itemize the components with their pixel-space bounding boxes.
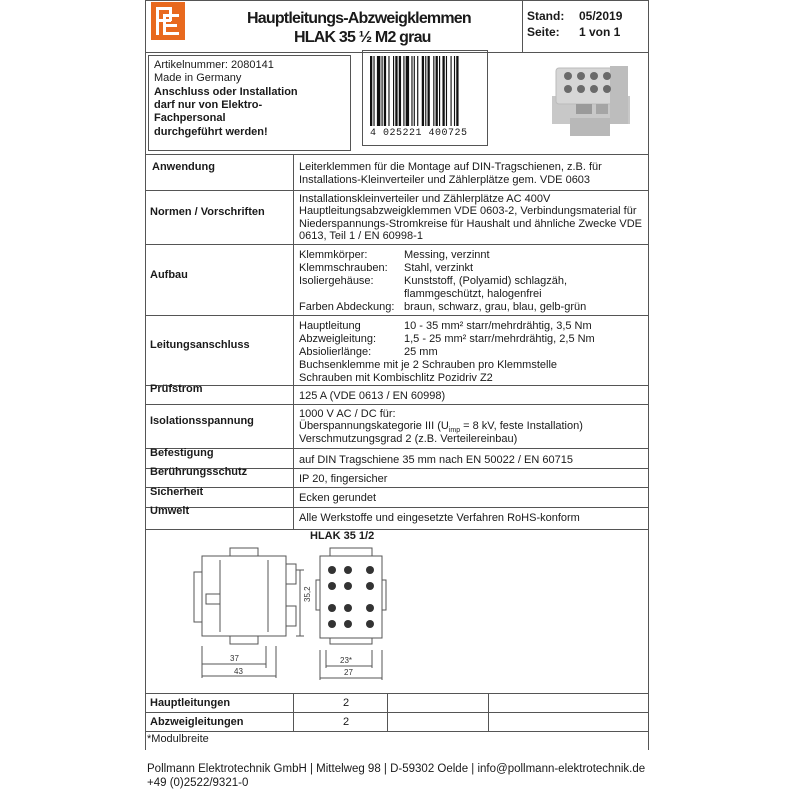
spec-label-befestigung: Befestigung (150, 447, 214, 459)
leitung-key: Absiolierlänge: (299, 346, 372, 358)
barcode-bar (433, 56, 434, 126)
made-in: Made in Germany (154, 72, 242, 84)
leitung-row (299, 333, 595, 346)
spec-value-befestigung: auf DIN Tragschiene 35 mm nach EN 50022 / EN 60715 (299, 454, 573, 466)
spec-value-pruefstrom: 125 A (VDE 0613 / EN 60998) (299, 390, 446, 402)
warning-line: durchgeführt werden! (154, 126, 268, 138)
aufbau-value: Kunststoff, (Polyamid) schlagzäh, (404, 275, 568, 287)
leitung-value: 1,5 - 25 mm² starr/mehrdrähtig, 2,5 Nm (404, 333, 595, 345)
stand-value: 05/2019 (579, 9, 623, 23)
footer-phone: +49 (0)2522/9321-0 (147, 777, 249, 789)
leitung-key: Abzweigleitung: (299, 333, 377, 345)
leitung-rows (299, 320, 595, 385)
aufbau-value: Stahl, verzinkt (404, 262, 474, 274)
dim-height-label: 35,2 (303, 586, 312, 602)
spec-value-line: Installations-Kleinverteiler und Zählerplätze gem. VDE 0603 (299, 174, 591, 186)
aufbau-key: Klemmschrauben: (299, 262, 388, 274)
seite-label: Seite: (527, 25, 560, 39)
aufbau-key: Isoliergehäuse: (299, 275, 374, 287)
leitung-row (299, 320, 595, 333)
barcode-bar (442, 56, 444, 126)
leitung-value: 25 mm (404, 346, 438, 358)
count-label-abzweigleitungen: Abzweigleitungen (150, 716, 244, 728)
spec-label-leitungsanschluss: Leitungsanschluss (150, 339, 250, 351)
warning-line: Fachpersonal (154, 112, 226, 124)
aufbau-value: flammgeschützt, halogenfrei (404, 288, 542, 300)
company-logo (151, 2, 185, 40)
barcode-bar (428, 56, 430, 126)
count-value-abzweigleitungen: 2 (343, 716, 350, 728)
count-value-hauptleitungen: 2 (343, 697, 350, 709)
spec-value-beruehrung: IP 20, fingersicher (299, 473, 388, 485)
aufbau-row (299, 275, 586, 288)
spec-label-umwelt: Umwelt (150, 505, 190, 517)
spec-value-line: Niederspannungs-Stromkreise für Haushalt und ähnliche Zwecke VDE (299, 218, 643, 230)
page-title-line1: Hauptleitungs-Abzweigklemmen (247, 10, 471, 27)
barcode-bar (456, 56, 458, 126)
barcode-bar (395, 56, 397, 126)
barcode-bar (425, 56, 426, 126)
aufbau-row (299, 288, 586, 301)
barcode-bar (377, 56, 380, 126)
page-title-line2: HLAK 35 ½ M2 grau (294, 29, 431, 46)
leitung-extra: Buchsenklemme mit je 2 Schrauben pro Klemmstelle (299, 359, 558, 371)
isolation-sub: imp (448, 427, 461, 435)
footer-address: Pollmann Elektrotechnik GmbH | Mittelweg 98 | D-59302 Oelde | info@pollmann-elektrotechnik.de (147, 763, 646, 775)
barcode-bar (384, 56, 386, 126)
barcode-bar (373, 56, 374, 126)
barcode-bar (436, 56, 438, 126)
barcode-bar (370, 56, 372, 126)
count-label-hauptleitungen: Hauptleitungen (150, 697, 231, 709)
spec-value-sicherheit: Ecken gerundet (299, 492, 377, 504)
stand-label: Stand: (527, 9, 565, 23)
aufbau-row (299, 262, 586, 275)
isolation-line: Verschmutzungsgrad 2 (z.B. Verteilereinbau) (299, 433, 518, 445)
barcode-bar (454, 56, 455, 126)
leitung-value: 10 - 35 mm² starr/mehrdrähtig, 3,5 Nm (404, 320, 592, 332)
dim-23-label: 23* (340, 656, 353, 665)
aufbau-key: Farben Abdeckung: (299, 301, 395, 313)
dim-37-label: 37 (230, 654, 239, 663)
spec-value-line: Leiterklemmen für die Montage auf DIN-Tragschienen, z.B. für (299, 161, 602, 173)
isolation-text: Überspannungskategorie III (U (299, 420, 449, 432)
warning-line: darf nur von Elektro- (154, 99, 263, 111)
barcode-bar (399, 56, 401, 126)
aufbau-row (299, 301, 586, 314)
spec-label-pruefstrom: Prüfstrom (150, 383, 203, 395)
barcode-bar (446, 56, 447, 126)
technical-drawing (180, 540, 400, 690)
spec-label-sicherheit: Sicherheit (150, 486, 204, 498)
barcode-bar (382, 56, 383, 126)
spec-label-beruehrung: Berührungsschutz (150, 466, 248, 478)
barcode-bar (414, 56, 415, 126)
barcode-bar (393, 56, 394, 126)
leitung-key: Hauptleitung (299, 320, 361, 332)
aufbau-value: braun, schwarz, grau, blau, gelb-grün (404, 301, 587, 313)
leitung-row (299, 346, 595, 359)
spec-label-anwendung: Anwendung (152, 161, 215, 173)
footnote: *Modulbreite (147, 733, 209, 745)
aufbau-row (299, 249, 586, 262)
spec-label-isolation: Isolationsspannung (150, 415, 254, 427)
aufbau-key: Klemmkörper: (299, 249, 368, 261)
spec-label-normen: Normen / Vorschriften (150, 206, 265, 218)
barcode-bar (406, 56, 409, 126)
drawing-title: HLAK 35 1/2 (310, 530, 375, 542)
spec-label-aufbau: Aufbau (150, 269, 188, 281)
spec-value-line: Installationskleinverteiler und Zählerplätze AC 400V (299, 193, 551, 205)
barcode (368, 56, 484, 128)
spec-value-line: Hauptleitungsabzweigklemmen VDE 0603-2, Verbindungsmaterial für (299, 205, 637, 217)
article-number: Artikelnummer: 2080141 (154, 59, 274, 71)
aufbau-value: Messing, verzinnt (404, 249, 490, 261)
barcode-bar (451, 56, 452, 126)
barcode-bar (422, 56, 424, 126)
spec-value-line: 0613, Teil 1 / EN 60998-1 (299, 230, 423, 242)
warning-line: Anschluss oder Installation (154, 86, 298, 98)
dim-27-label: 27 (344, 668, 353, 677)
isolation-text: = 8 kV, feste Installation) (460, 420, 583, 432)
aufbau-key (299, 288, 404, 301)
aufbau-rows (299, 249, 586, 314)
barcode-bar (411, 56, 412, 126)
product-image (548, 56, 634, 142)
spec-value-umwelt: Alle Werkstoffe und eingesetzte Verfahren RoHS-konform (299, 512, 580, 524)
isolation-line: 1000 V AC / DC für: (299, 408, 396, 420)
leitung-extra: Schrauben mit Kombischlitz Pozidriv Z2 (299, 372, 493, 384)
seite-value: 1 von 1 (579, 25, 621, 39)
dim-43-label: 43 (234, 667, 243, 676)
barcode-bar (417, 56, 418, 126)
barcode-bar (403, 56, 404, 126)
barcode-bar (388, 56, 389, 126)
barcode-number: 4 025221 400725 (370, 128, 468, 139)
barcode-bar (439, 56, 440, 126)
